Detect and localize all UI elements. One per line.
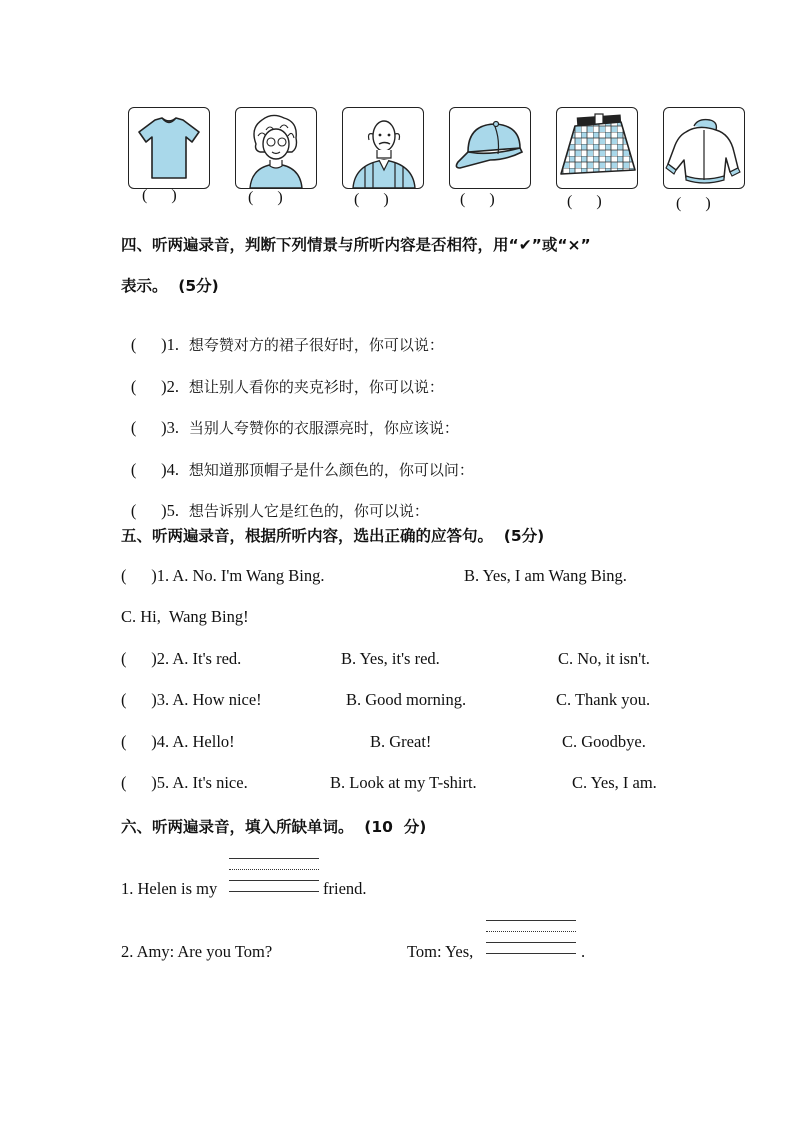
fill-q1-before: 1. Helen is my [121, 879, 218, 898]
cap-icon [450, 108, 530, 188]
section4-item-3 [121, 399, 459, 438]
item-number: 1. [166, 335, 179, 354]
picture-answer-paren[interactable]: ( ) [142, 187, 177, 204]
fill-q2-writing-lines[interactable] [486, 918, 576, 956]
q2-option-c[interactable]: C. No, it isn't. [558, 649, 650, 668]
jacket-icon [664, 108, 744, 188]
answer-paren[interactable]: ( ) [130, 418, 167, 437]
picture-answer-paren[interactable]: ( ) [354, 191, 389, 208]
old-man-picture [342, 107, 424, 189]
q4-option-a[interactable]: ( )4. A. Hello! [121, 732, 235, 751]
picture-answer-paren[interactable]: ( ) [248, 189, 283, 206]
section4-item-4 [121, 441, 474, 480]
woman-picture [235, 107, 317, 189]
item-text: 当别人夸赞你的衣服漂亮时，你应该说： [188, 419, 459, 437]
answer-paren[interactable]: ( ) [130, 501, 167, 520]
tshirt-picture [128, 107, 210, 189]
woman-icon [236, 108, 316, 188]
old-man-icon [343, 108, 423, 188]
section5-heading: 五、听两遍录音，根据所听内容，选出正确的应答句。 (5分) [121, 527, 545, 545]
picture-row [126, 107, 746, 217]
q1-option-c[interactable]: C. Hi, Wang Bing! [121, 607, 249, 626]
item-text: 想夸赞对方的裙子很好时，你可以说： [188, 336, 444, 354]
section4-item-2 [121, 358, 444, 397]
answer-paren[interactable]: ( ) [130, 377, 167, 396]
fill-q2-question: 2. Amy: Are you Tom? [121, 942, 273, 961]
answer-paren[interactable]: ( ) [130, 335, 167, 354]
cap-picture [449, 107, 531, 189]
fill-q1-after: friend. [323, 879, 367, 898]
q5-option-a[interactable]: ( )5. A. It's nice. [121, 773, 248, 792]
fill-q2-answer-lead: Tom: Yes, [407, 942, 474, 961]
item-text: 想知道那顶帽子是什么颜色的，你可以问： [188, 461, 474, 479]
item-number: 5. [166, 501, 179, 520]
item-text: 想告诉别人它是红色的，你可以说： [188, 502, 429, 520]
section4-item-5 [121, 482, 429, 521]
fill-q1-writing-lines[interactable] [229, 856, 319, 894]
picture-answer-paren[interactable]: ( ) [460, 191, 495, 208]
section6-heading: 六、听两遍录音，填入所缺单词。 (10 分) [121, 818, 427, 836]
item-number: 4. [166, 460, 179, 479]
skirt-icon [557, 108, 637, 188]
picture-answer-paren[interactable]: ( ) [567, 193, 602, 210]
q5-option-c[interactable]: C. Yes, I am. [572, 773, 657, 792]
answer-paren[interactable]: ( ) [130, 460, 167, 479]
item-number: 3. [166, 418, 179, 437]
q1-option-a[interactable]: ( )1. A. No. I'm Wang Bing. [121, 566, 325, 585]
tshirt-icon [129, 108, 209, 188]
q3-option-a[interactable]: ( )3. A. How nice! [121, 690, 262, 709]
q3-option-b[interactable]: B. Good morning. [346, 690, 467, 709]
item-text: 想让别人看你的夹克衫时，你可以说： [188, 378, 444, 396]
q2-option-a[interactable]: ( )2. A. It's red. [121, 649, 242, 668]
q3-option-c[interactable]: C. Thank you. [556, 690, 651, 709]
jacket-picture [663, 107, 745, 189]
q4-option-c[interactable]: C. Goodbye. [562, 732, 646, 751]
skirt-picture [556, 107, 638, 189]
q1-option-b[interactable]: B. Yes, I am Wang Bing. [464, 566, 627, 585]
q5-option-b[interactable]: B. Look at my T-shirt. [330, 773, 477, 792]
picture-answer-paren[interactable]: ( ) [676, 195, 711, 212]
q4-option-b[interactable]: B. Great! [370, 732, 432, 751]
fill-q2-period: . [581, 942, 586, 961]
section4-heading-line2: 表示。 (5分) [121, 277, 219, 295]
section4-item-1 [121, 316, 444, 355]
item-number: 2. [166, 377, 179, 396]
section4-heading-line1: 四、听两遍录音，判断下列情景与所听内容是否相符，用“✔”或“×” [121, 236, 591, 254]
q2-option-b[interactable]: B. Yes, it's red. [341, 649, 440, 668]
